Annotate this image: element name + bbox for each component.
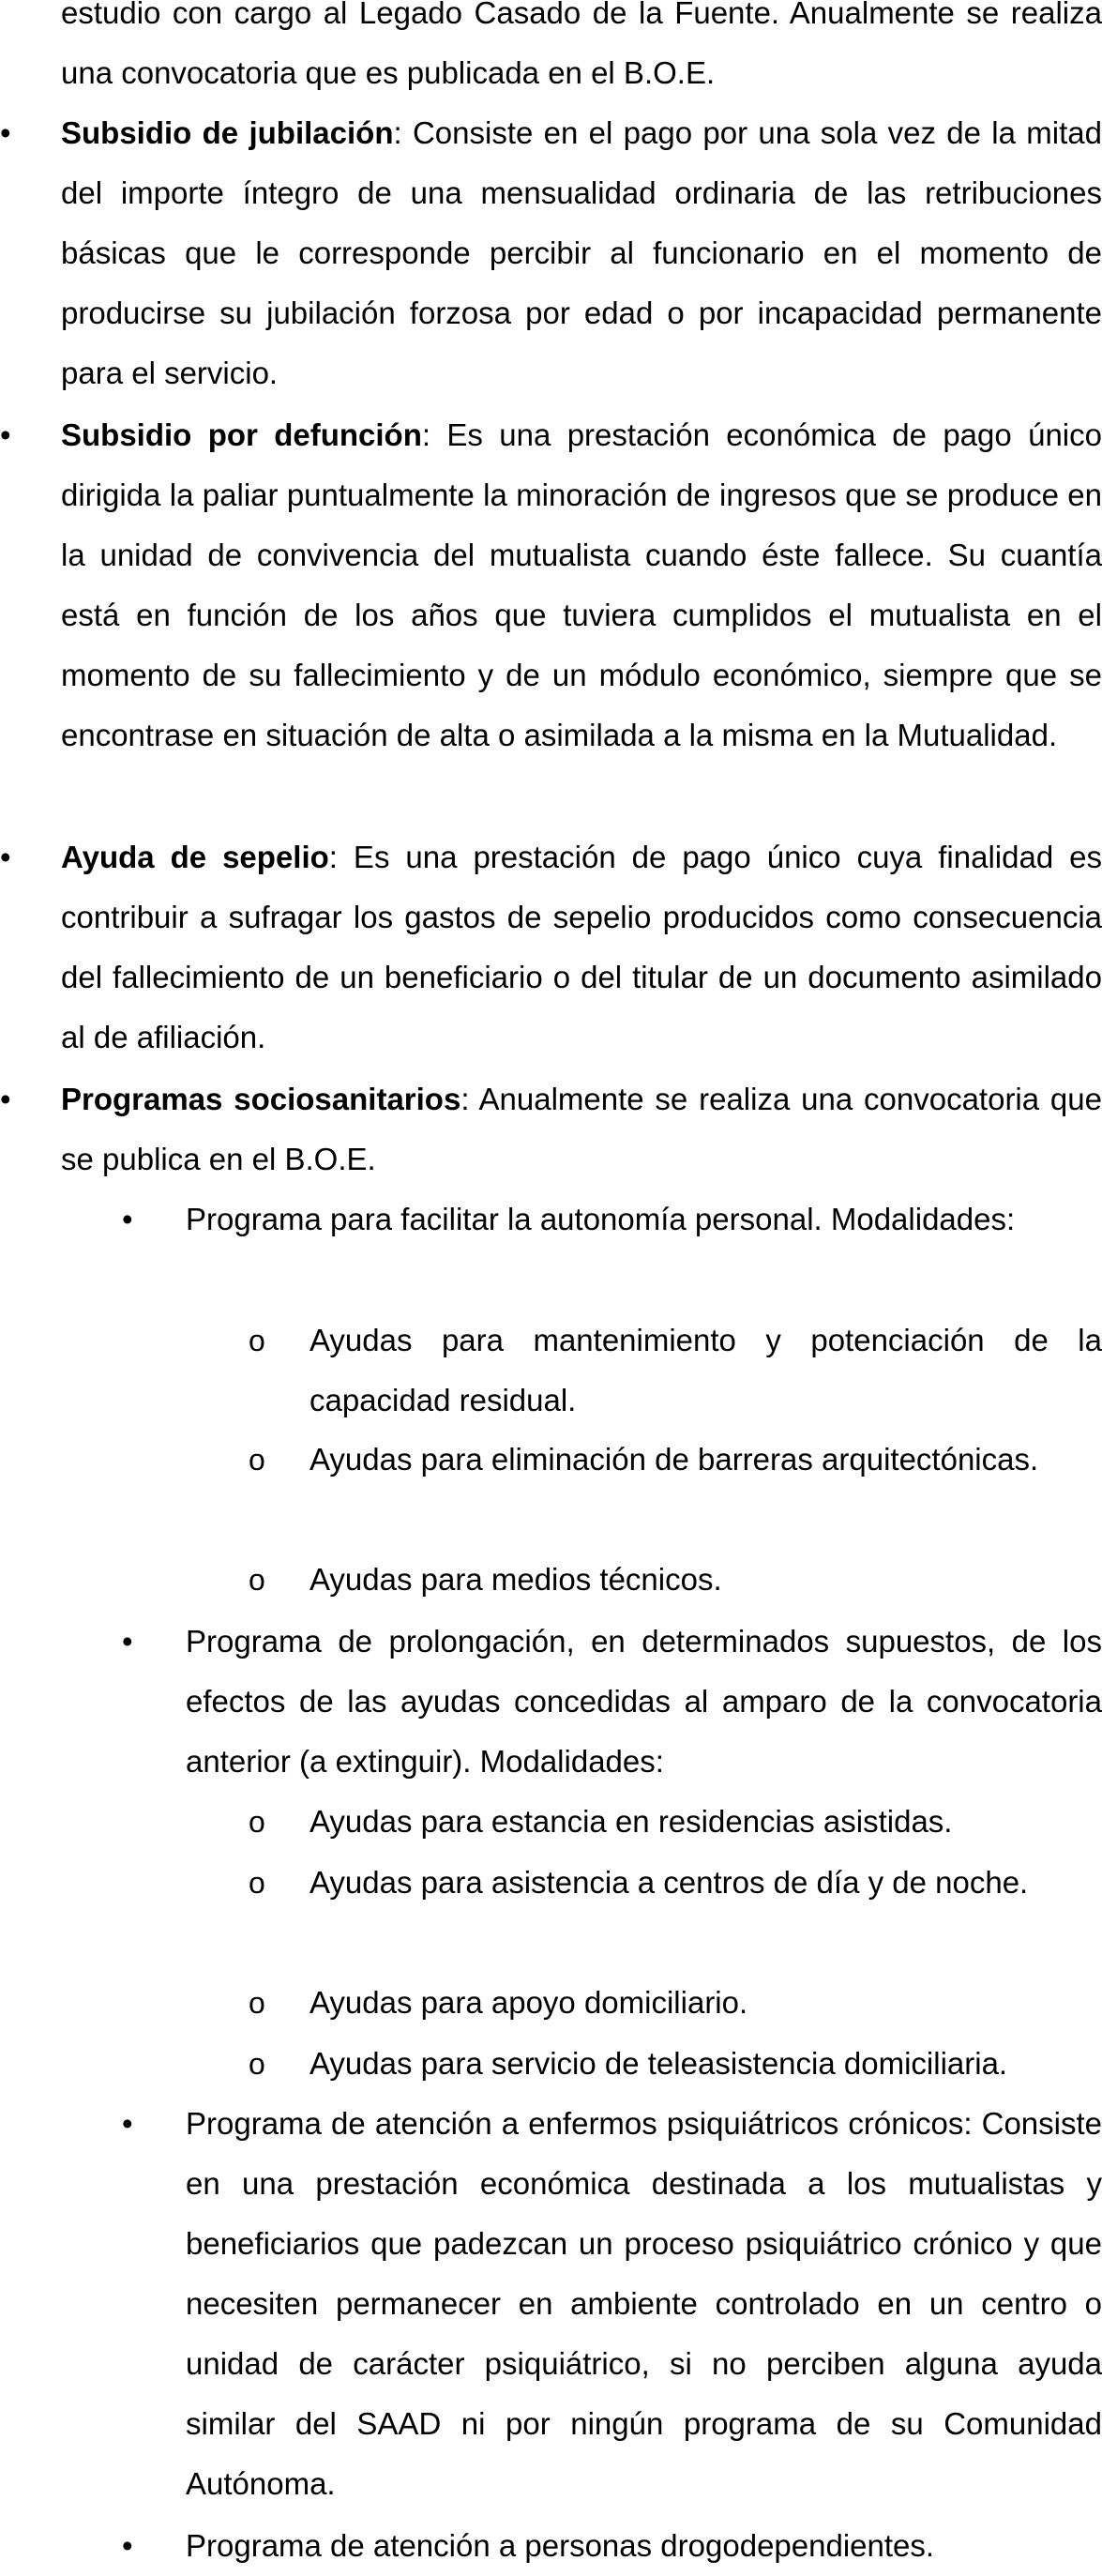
text-sepelio: : Es una prestación de pago único cuya finalidad es contribuir a sufragar los gastos de sepelio producidos como consecuencia del fallecimiento de un beneficiario o del titular de un documento asimilado al de afiliación. [61, 840, 1102, 1054]
paragraph-psiquiatricos: Programa de atención a enfermos psiquiátricos crónicos: Consiste en una prestación económica destinada a los mutualistas y beneficiarios que padezcan un proceso psiquiátrico crónico y que necesiten permanecer en ambiente controlado en un centro o unidad de carácter psiquiátrico, si no perciben alguna ayuda similar del SAAD ni por ningún programa de su Comunidad Autónoma. [186, 2106, 1102, 2501]
paragraph-prolongacion: Programa de prolongación, en determinados supuestos, de los efectos de las ayudas concedidas al amparo de la convocatoria anterior (a extinguir). Modalidades: [186, 1624, 1102, 1779]
paragraph-sociosanitarios [61, 1069, 1102, 1190]
item-prolongacion-2: Ayudas para asistencia a centros de día y de noche. [309, 1865, 1029, 1900]
sub-bullet-autonomia-1: o [249, 1324, 265, 1357]
bullet-sepelio: • [0, 840, 11, 874]
item-autonomia-1: Ayudas para mantenimiento y potenciación de la capacidad residual. [309, 1323, 1102, 1417]
sub-bullet-autonomia-3: o [249, 1563, 265, 1597]
bullet-sociosanitarios: • [0, 1082, 11, 1116]
item-prolongacion-1: Ayudas para estancia en residencias asistidas. [309, 1804, 953, 1839]
sub-bullet-prolongacion-1: o [249, 1805, 265, 1839]
bullet-autonomia: • [122, 1202, 133, 1236]
paragraph-autonomia: Programa para facilitar la autonomía personal. Modalidades: [186, 1202, 1016, 1236]
paragraph-sepelio [61, 827, 1102, 1068]
text-jubilacion: : Consiste en el pago por una sola vez de la mitad del importe íntegro de una mensualidad ordinaria de las retribuciones básicas que le corresponde percibir al funcionario en el momento de producirse su jubilación forzosa por edad o por incapacidad permanente para el servicio. [61, 115, 1102, 390]
intro-paragraph: estudio con cargo al Legado Casado de la Fuente. Anualmente se realiza una convocatoria que es publicada en el B.O.E. [61, 0, 1102, 90]
bullet-jubilacion: • [0, 115, 11, 150]
paragraph-drogodependientes: Programa de atención a personas drogodependientes. [186, 2528, 935, 2563]
bullet-drogodependientes: • [122, 2528, 133, 2563]
sub-bullet-autonomia-2: o [249, 1443, 265, 1477]
bullet-prolongacion: • [122, 1624, 133, 1659]
sub-bullet-prolongacion-3: o [249, 1986, 265, 2020]
title-jubilacion: Subsidio de jubilación [61, 115, 394, 150]
text-sociosanitarios: : Anualmente se realiza una convocatoria que se publica en el B.O.E. [61, 1082, 1102, 1176]
paragraph-defuncion [61, 405, 1102, 765]
bullet-psiquiatricos: • [122, 2106, 133, 2141]
title-sepelio: Ayuda de sepelio [61, 840, 329, 874]
sub-bullet-prolongacion-2: o [249, 1866, 265, 1900]
item-autonomia-2: Ayudas para eliminación de barreras arquitectónicas. [309, 1442, 1039, 1477]
item-autonomia-3: Ayudas para medios técnicos. [309, 1562, 722, 1597]
bullet-defuncion: • [0, 417, 11, 452]
item-prolongacion-3: Ayudas para apoyo domiciliario. [309, 1985, 748, 2020]
paragraph-jubilacion [61, 103, 1102, 403]
item-prolongacion-4: Ayudas para servicio de teleasistencia domiciliaria. [309, 2046, 1008, 2081]
title-sociosanitarios: Programas sociosanitarios [61, 1082, 461, 1116]
text-defuncion: : Es una prestación económica de pago único dirigida la paliar puntualmente la minoración de ingresos que se produce en la unidad de convivencia del mutualista cuando éste fallece. Su cuantía está en función de los años que tuviera cumplidos el mutualista en el momento de su fallecimiento y de un módulo económico, siempre que se encontrase en situación de alta o asimilada a la misma en la Mutualidad. [61, 417, 1102, 752]
title-defuncion: Subsidio por defunción [61, 417, 422, 452]
sub-bullet-prolongacion-4: o [249, 2047, 265, 2081]
